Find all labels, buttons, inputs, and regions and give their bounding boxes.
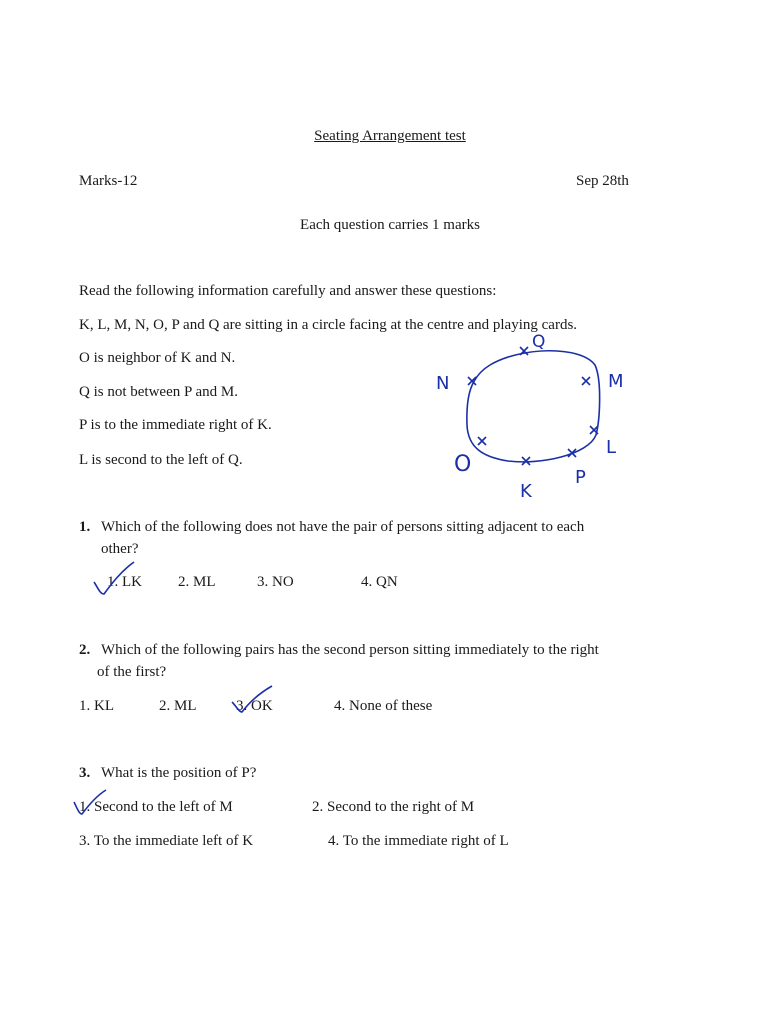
question-1-text-cont: other? [101,541,139,557]
seat-label-o: O [454,452,472,477]
seat-label-k: K [520,481,532,502]
marks-label: Marks-12 [79,173,138,189]
q2-option-1[interactable]: 1. KL [79,698,114,714]
page-title: Seating Arrangement test [314,128,466,144]
info-line: P is to the immediate right of K. [79,417,272,433]
q2-option-3[interactable]: 3. OK [236,698,273,714]
seat-label-l: L [606,437,617,458]
q2-option-2[interactable]: 2. ML [159,698,197,714]
question-number: 3. [79,765,91,781]
date-label: Sep 28th [576,173,629,189]
info-line: Q is not between P and M. [79,384,239,400]
question-1-text: 1. Which of the following does not have the pair of persons sitting adjacent to each [79,519,585,535]
info-line: L is second to the left of Q. [79,452,243,468]
question-number: 1. [79,519,91,535]
marks-note: Each question carries 1 marks [300,217,480,233]
seat-label-p: P [575,467,586,488]
q3-option-2[interactable]: 2. Second to the right of M [312,799,475,815]
q3-option-1[interactable]: 1. Second to the left of M [79,799,233,815]
seat-label-m: M [608,371,624,392]
info-line: O is neighbor of K and N. [79,350,236,366]
question-3-text: 3. What is the position of P? [79,765,257,781]
q1-option-3[interactable]: 3. NO [257,574,294,590]
q1-option-2[interactable]: 2. ML [178,574,216,590]
question-number: 2. [79,642,91,658]
question-2-text: 2. Which of the following pairs has the second person sitting immediately to the right [79,642,599,658]
q1-option-1[interactable]: 1. LK [107,574,142,590]
q2-option-4[interactable]: 4. None of these [334,698,433,714]
q1-option-4[interactable]: 4. QN [361,574,398,590]
seating-diagram [420,325,650,505]
q3-option-3[interactable]: 3. To the immediate left of K [79,833,254,849]
question-2-text-cont: of the first? [97,664,167,680]
intro-text: Read the following information carefully and answer these questions: [79,283,497,299]
seat-label-n: N [436,373,450,394]
q3-option-4[interactable]: 4. To the immediate right of L [328,833,509,849]
info-line: K, L, M, N, O, P and Q are sitting in a circle facing at the centre and playing cards. [79,317,578,333]
seat-label-q: Q [532,332,546,352]
